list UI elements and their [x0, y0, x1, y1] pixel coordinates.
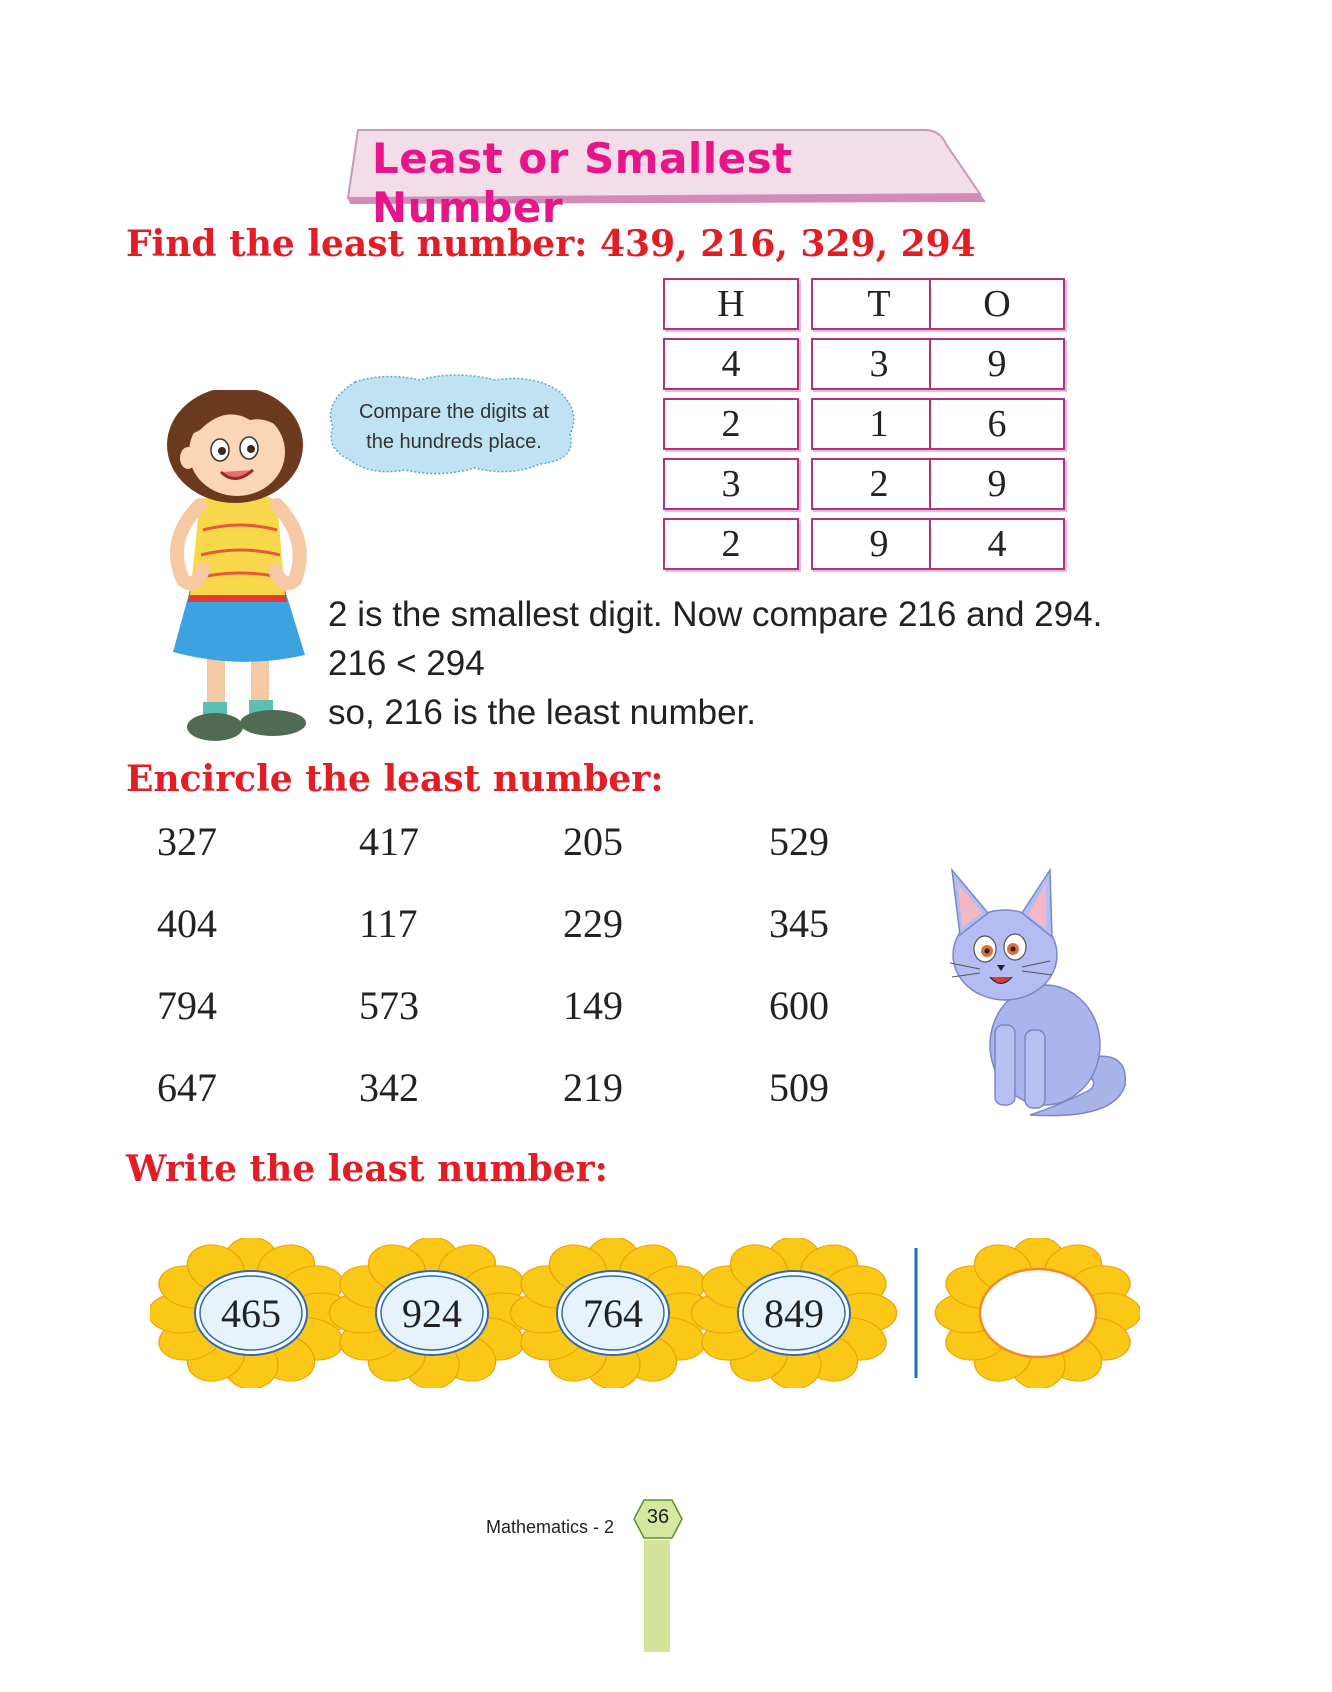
- number-item[interactable]: 342: [359, 1065, 419, 1110]
- number-item[interactable]: 219: [563, 1065, 623, 1110]
- number-item[interactable]: 529: [769, 819, 829, 864]
- flower-2: [329, 1238, 534, 1388]
- number-item[interactable]: 327: [157, 819, 217, 864]
- header-o: O: [929, 278, 1065, 330]
- explanation-line-1: 2 is the smallest digit. Now compare 216 and 294.: [328, 595, 1103, 634]
- number-item[interactable]: 117: [359, 901, 418, 946]
- bubble-line-1: Compare the digits at: [358, 401, 550, 423]
- number-item[interactable]: 229: [563, 901, 623, 946]
- flower-3: [510, 1238, 715, 1388]
- footer-label: Mathematics - 2: [486, 1517, 615, 1537]
- find-least-heading: Find the least number: 439, 216, 329, 294: [126, 223, 976, 265]
- number-item[interactable]: 509: [769, 1065, 829, 1110]
- cat-illustration: [940, 865, 1140, 1125]
- table-cell: 9: [929, 338, 1065, 390]
- table-cell: 6: [929, 398, 1065, 450]
- page-title: Least or Smallest Number: [372, 134, 793, 232]
- table-cell: 4: [663, 338, 799, 390]
- number-item[interactable]: 404: [157, 901, 217, 946]
- table-cell: 2: [811, 458, 947, 510]
- page-tab-bar: [644, 1540, 670, 1652]
- table-cell: 2: [663, 518, 799, 570]
- encircle-heading: Encircle the least number:: [126, 758, 664, 800]
- number-item[interactable]: 417: [359, 819, 419, 864]
- flower-number: 924: [402, 1291, 462, 1336]
- flower-4: [691, 1238, 896, 1388]
- table-cell: 9: [929, 458, 1065, 510]
- hto-table: [663, 278, 1073, 578]
- flower-number: 764: [583, 1291, 643, 1336]
- explanation: [328, 590, 1102, 737]
- table-cell: 9: [811, 518, 947, 570]
- answer-flower[interactable]: [935, 1238, 1140, 1388]
- table-cell: 1: [811, 398, 947, 450]
- flower-number: 849: [764, 1291, 824, 1336]
- explanation-line-3: so, 216 is the least number.: [328, 693, 757, 732]
- header-t: T: [811, 278, 947, 330]
- table-cell: 2: [663, 398, 799, 450]
- number-item[interactable]: 794: [157, 983, 217, 1028]
- header-h: H: [663, 278, 799, 330]
- number-item[interactable]: 345: [769, 901, 829, 946]
- number-item[interactable]: 149: [563, 983, 623, 1028]
- number-item[interactable]: 647: [157, 1065, 217, 1110]
- number-item[interactable]: 205: [563, 819, 623, 864]
- flowers-row: [150, 1238, 1140, 1388]
- number-item[interactable]: 573: [359, 983, 419, 1028]
- flower-number: 465: [221, 1291, 281, 1336]
- number-item[interactable]: 600: [769, 983, 829, 1028]
- bubble-line-2: the hundreds place.: [366, 431, 542, 453]
- page-number: 36: [646, 1506, 670, 1528]
- flower-1: [150, 1238, 354, 1388]
- girl-illustration: [155, 390, 325, 755]
- speech-bubble-text: [334, 397, 574, 457]
- write-least-heading: Write the least number:: [126, 1148, 608, 1190]
- table-cell: 3: [811, 338, 947, 390]
- table-cell: 4: [929, 518, 1065, 570]
- table-cell: 3: [663, 458, 799, 510]
- explanation-line-2: 216 < 294: [328, 644, 485, 683]
